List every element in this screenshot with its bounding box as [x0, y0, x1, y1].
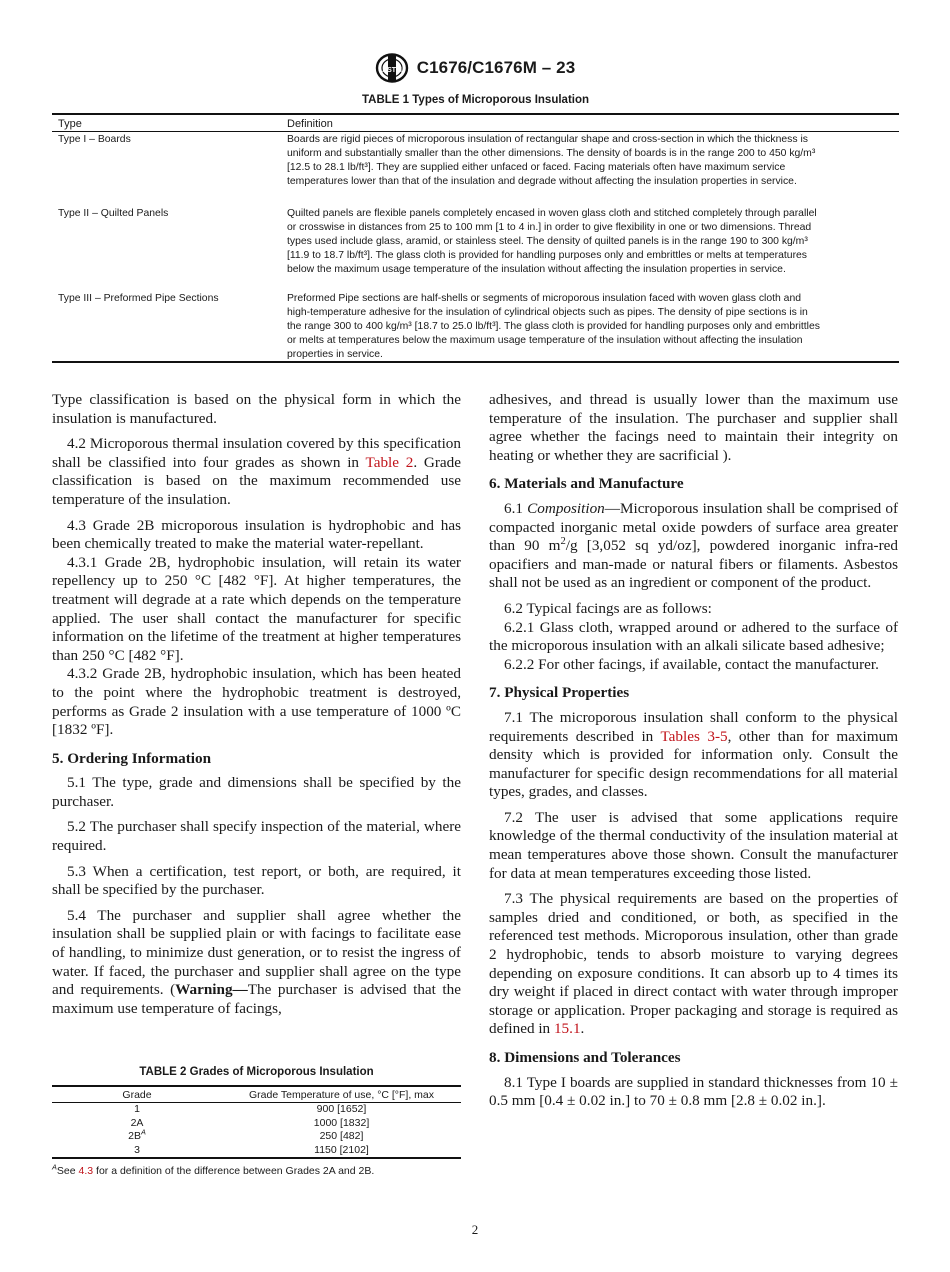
definition-cell: Boards are rigid pieces of microporous insulation of rectangular shape and cross-section in which the thickness is uniform and substantially smaller than the other dimensions. The density of boards is in the range 200 to 450 kg/m³ [12.5 to 28.1 lb/ft³]. They are supplied either unfaced or faced. Facing materials often have maximum service temperatures lower than that of the insulation and degrade without affecting the insulation properties in service.	[287, 134, 816, 187]
paragraph-5-4: 5.4 The purchaser and supplier shall agree whether the insulation shall be supplied plain or with facings to facilitate ease of handling, to minimize dust generation, or to resist the ingress of water. If faced, the purchaser and supplier shall agree on the type and requirements. (Warning—The purchaser is advised that the maximum use temperature of facings,	[52, 906, 461, 1017]
paragraph-7-3: 7.3 The physical requirements are based on the properties of samples dried and conditioned, or both, as specified in the referenced test methods. Microporous insulation, other than grade 2 hydrophobic, tends to absorb moisture to varying degrees depending on exposure conditions. It can absorb up to 4 times its dry weight if placed in direct contact with water through improper storage or application. Proper packaging and storage is required as defined in 15.1.	[489, 890, 898, 1038]
page-number: 2	[471, 1222, 479, 1237]
table-row: 3 1150 [2102]	[134, 1143, 369, 1156]
paragraph-7-1: 7.1 The microporous insulation shall conform to the physical requirements described in Tables 3-5, other than for maximum density which is provided for information only. Consult the manufacturer for specific design recommendations for all material types, grades, and classes.	[489, 708, 899, 801]
table-row: 2A 1000 [1832]	[130, 1116, 370, 1129]
table2-footnote: $^A$See 4.3 for a definition of the difference between Grades 2A and 2B.	[52, 1162, 375, 1177]
paragraph-5-3: 5.3 When a certification, test report, or both, are required, it shall be specified by the purchaser.	[52, 862, 461, 899]
paragraph-7-2: 7.2 The user is advised that some applications require knowledge of the thermal conductivity of the insulation material at mean temperatures above those shown. Consult the manufacturer for data at mean temperatures exceeding those listed.	[489, 808, 898, 882]
section-7-heading: 7. Physical Properties	[489, 684, 630, 702]
paragraph-4-3-1: 4.3.1 Grade 2B, hydrophobic insulation, will retain its water repellency up to 250 °C [482 °F]. At higher temperatures, the treatment will degrade at a rate which depends on the temperature applied. The user shall contact the manufacturer for specific information on the lifetime of the treatment at higher temperatures than 250 °C [482 °F].	[52, 553, 461, 664]
table-row: $2B^A$ 250 [482]	[128, 1127, 364, 1142]
paragraph-4-3: 4.3 Grade 2B microporous insulation is hydrophobic and has been chemically treated to make the material water-repellant.	[52, 516, 461, 553]
table2-link[interactable]: Table 2	[365, 453, 414, 471]
table1-col-type: Type	[58, 118, 82, 130]
right-column	[489, 391, 898, 1118]
definition-cell: Quilted panels are flexible panels completely encased in woven glass cloth and stitched completely through parallel or crosswise in distances from 25 to 100 mm [1 to 4 in.] in order to give flexibility in one or two dimensions. Thread types used include glass, aramid, or stainless steel. The density of quilted panels is in the range 190 to 300 kg/m³ [11.9 to 18.7 lb/ft³]. The glass cloth is provided for handling purposes only and embrittles or melts at temperatures below the maximum usage temperature of the insulation without affecting the insulation properties in service.	[287, 208, 817, 275]
paragraph-5-4-continued: adhesives, and thread is usually lower than the maximum use temperature of the insulation. The purchaser and supplier shall agree whether the facings need to maintain their integrity on heating or whether they are sacrificial ).	[489, 391, 898, 464]
paragraph-5-1: 5.1 The type, grade and dimensions shall be specified by the purchaser.	[52, 774, 461, 810]
section-15-1-link[interactable]: 15.1	[553, 1020, 581, 1038]
astm-logo-icon	[375, 53, 409, 83]
table2-col-temperature: Grade Temperature of use, °C [°F], max	[248, 1089, 435, 1101]
svg-text:ASTM: ASTM	[381, 67, 402, 74]
paragraph-type-classification: Type classification is based on the physical form in which the insulation is manufactured.	[52, 391, 461, 427]
footnote-mark: A	[140, 1127, 146, 1137]
table1-col-definition: Definition	[287, 118, 333, 130]
table2-title: TABLE 2 Grades of Microporous Insulation	[139, 1066, 374, 1078]
section-6-heading: 6. Materials and Manufacture	[489, 475, 684, 493]
paragraph-8-1: 8.1 Type I boards are supplied in standard thicknesses from 10 ± 0.5 mm [0.4 ± 0.02 in.] to 70 ± 0.8 mm [2.8 ± 0.02 in.].	[489, 1073, 898, 1110]
table1-header	[52, 115, 899, 132]
page-header	[0, 52, 950, 84]
section-5-heading: 5. Ordering Information	[52, 749, 212, 767]
table2	[52, 1085, 461, 1159]
paragraph-6-1: 6.1 Composition—Microporous insulation shall be comprised of compacted inorganic metal oxide powders of surface area greater than 90 $m^2/g$ [3,052 sq yd/oz], powdered inorganic infra-red opacifiers and man-made or natural fibers or filaments. Asbestos shall not be used as an ingredient or component of the product.	[489, 499, 898, 592]
table1-row	[52, 132, 899, 191]
table1-title: TABLE 1 Types of Microporous Insulation	[361, 94, 590, 106]
section-4-3-link[interactable]: 4.3	[78, 1165, 94, 1177]
paragraph-5-2: 5.2 The purchaser shall specify inspection of the material, where required.	[52, 818, 461, 855]
table2-header	[52, 1087, 461, 1103]
paragraph-4-3-2: 4.3.2 Grade 2B, hydrophobic insulation, which has been heated to the point where the hydrophobic treatment is destroyed, performs as Grade 2 insulation with a use temperature of 1000 ºC [1832 ºF].	[52, 665, 461, 739]
paragraph-4-2: 4.2 Microporous thermal insulation covered by this specification shall be classified into four grades as shown in Table 2. Grade classification is based on the maximum recommended use temperature of the insulation.	[52, 435, 462, 508]
table1-row	[52, 277, 899, 361]
table2-col-grade: Grade	[122, 1089, 152, 1101]
table1-row	[52, 191, 899, 277]
paragraph-6-2-2: 6.2.2 For other facings, if available, contact the manufacturer.	[504, 655, 879, 673]
definition-cell: Preformed Pipe sections are half-shells or segments of microporous insulation faced with woven glass cloth and high-temperature adhesive for the insulation of cylindrical objects such as pipes. The density of pipe sections is in the range 300 to 400 kg/m³ [18.7 to 25.0 lb/ft³]. The glass cloth is provided for handling purposes only and embrittles or melts at temperatures below the maximum usage temperature of the insulation without affecting the insulation properties in service.	[287, 293, 820, 360]
table1	[52, 113, 899, 363]
tables-3-5-link[interactable]: Tables 3-5	[660, 727, 728, 745]
warning-label: Warning—	[175, 981, 248, 999]
table-row: 1 900 [1652]	[134, 1103, 367, 1115]
type-cell: Type III – Preformed Pipe Sections	[58, 293, 219, 304]
designation: C1676/C1676M – 23	[416, 58, 576, 77]
left-column	[52, 391, 461, 1025]
type-cell: Type II – Quilted Panels	[58, 208, 169, 219]
paragraph-6-2-1: 6.2.1 Glass cloth, wrapped around or adhered to the surface of the microporous insulation with an alkali silicate based adhesive;	[489, 618, 898, 655]
type-cell: Type I – Boards	[58, 134, 131, 145]
paragraph-6-2: 6.2 Typical facings are as follows:	[504, 599, 712, 617]
section-8-heading: 8. Dimensions and Tolerances	[489, 1049, 681, 1066]
